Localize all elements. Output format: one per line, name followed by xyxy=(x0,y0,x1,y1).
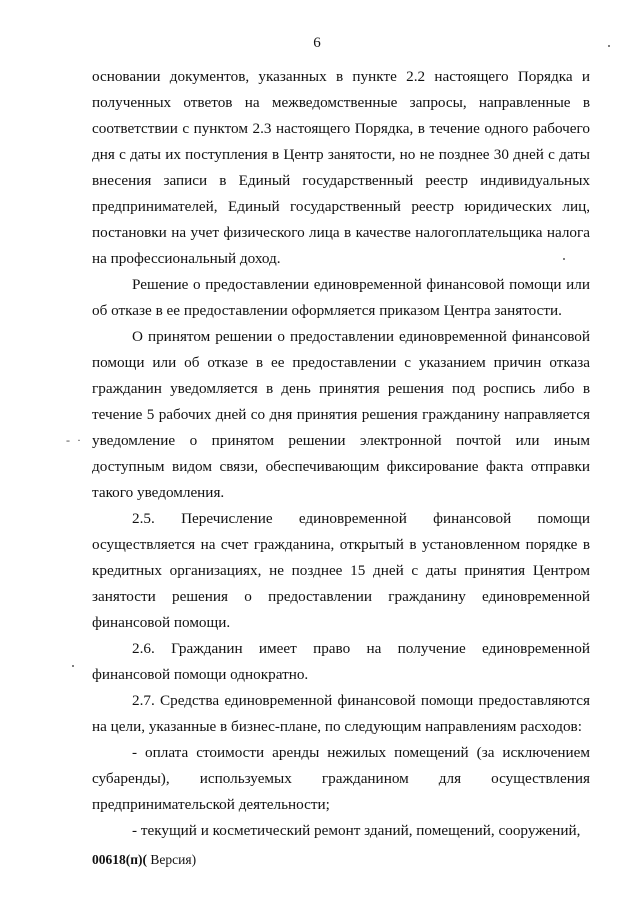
footer xyxy=(92,852,196,868)
version-label: Версия) xyxy=(147,852,197,867)
paragraph-notification: О принятом решении о предоставлении единовременной финансовой помощи или об отказе в ее предоставлении с указанием причин отказа гражданин уведомляется в день принятия решения под роспись либо в течение 5 рабочих дней со дня принятия решения гражданину направляется уведомление о принятом решении электронной почтой или иным доступным видом связи, обеспечивающим фиксирование факта отправки такого уведомления. xyxy=(92,328,590,501)
document-code: 00618(п)( xyxy=(92,852,148,867)
paragraph-continued: основании документов, указанных в пункте 2.2 настоящего Порядка и полученных ответов на межведомственные запросы, направленные в соответствии с пунктом 2.3 настоящего Порядка, в течение одного рабочего дня с даты их поступления в Центр занятости, но не позднее 30 дней с даты внесения записи в Единый государственный реестр индивидуальных предпринимателей, Единый государственный реестр юридических лиц, постановки на учет физического лица в качестве налогоплательщика налога на профессиональный доход. xyxy=(92,68,590,267)
list-item-rent: - оплата стоимости аренды нежилых помещений (за исключением субаренды), используемых гражданином для осуществления предпринимательской деятельности; xyxy=(92,744,590,813)
margin-mark: - · xyxy=(66,433,83,447)
paragraph-2-6: 2.6. Гражданин имеет право на получение единовременной финансовой помощи однократно. xyxy=(92,640,590,683)
scan-speck xyxy=(608,45,610,47)
paragraph-2-5: 2.5. Перечисление единовременной финансовой помощи осуществляется на счет гражданина, открытый в установленном порядке в кредитных организациях, не позднее 15 дней с даты принятия Центром занятости решения о предоставлении гражданину единовременной финансовой помощи. xyxy=(92,510,590,631)
paragraph-decision: Решение о предоставлении единовременной финансовой помощи или об отказе в ее предоставлении оформляется приказом Центра занятости. xyxy=(92,276,590,319)
paragraph-2-7: 2.7. Средства единовременной финансовой помощи предоставляются на цели, указанные в бизнес-плане, по следующим направлениям расходов: xyxy=(92,692,590,735)
document-body xyxy=(92,64,590,844)
list-item-repair: - текущий и косметический ремонт зданий, помещений, сооружений, xyxy=(132,822,581,839)
page-number: 6 xyxy=(313,35,321,51)
scan-speck xyxy=(72,665,74,667)
